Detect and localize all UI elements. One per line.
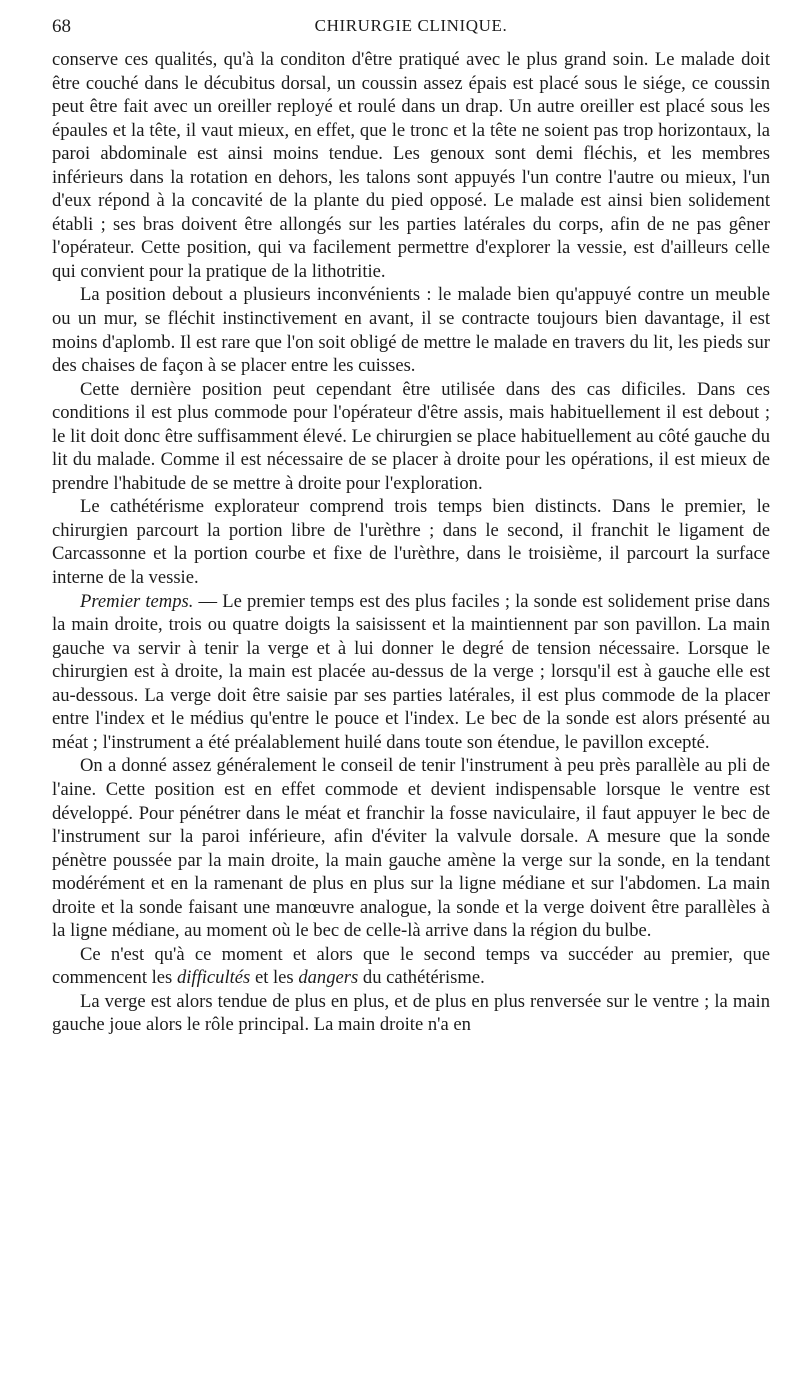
paragraph-verge-tendue: La verge est alors tendue de plus en plus, et de plus en plus renversée sur le ventre ; la main gauche joue alors le rôle principal. La main droite n'a en [52, 990, 770, 1036]
running-title: CHIRURGIE CLINIQUE. [314, 16, 508, 35]
paragraph-difficultes-start: Ce n'est qu'à ce moment et alors que le second temps va succéder au premier, que commencent les [52, 943, 770, 989]
paragraph-position-debout: La position debout a plusieurs inconvénients : le malade bien qu'appuyé contre un meuble ou un mur, se fléchit instinctivement en avant, il se contracte toujours bien davantage, il est moins d'aplomb. Il est rare que l'on soit obligé de mettre le malade en travers du lit, les pieds sur des chaises de façon à se placer entre les cuisses. [52, 284, 770, 377]
paragraph-premier-temps-body: — Le premier temps est des plus faciles ; la sonde est solidement prise dans la main droite, trois ou quatre doigts la saisissent et la maintiennent par son pavillon. La main gauche va servir à tenir la verge et à lui donner le degré de tension nécessaire. Lorsque le chirurgien est à droite, la main est placée au-dessus de la verge ; lorsqu'il est à gauche elle est au-dessous. La verge doit être saisie par ses parties latérales, il est plus commode de la placer entre l'index et le médius qu'entre le pouce et l'index. Le bec de la sonde est alors présenté au méat ; l'instrument a été préalablement huilé dans toute son étendue, le pavillon excepté. [52, 590, 770, 753]
page-header [52, 16, 770, 40]
paragraph-difficultes-middle: et les [250, 967, 299, 989]
paragraph-trois-temps: Le cathétérisme explorateur comprend trois temps bien distincts. Dans le premier, le chirurgien parcourt la portion libre de l'urèthre ; dans le second, il franchit le ligament de Carcassonne et la portion courbe et fixe de l'urèthre, dans le troisième, il parcourt la surface interne de la vessie. [52, 496, 770, 589]
emphasis-dangers: dangers [298, 967, 359, 989]
section-lead-premier-temps: Premier temps. [80, 590, 194, 612]
page-number: 68 [52, 16, 71, 37]
paragraph-position-couchee: conserve ces qualités, qu'à la conditon d'être pratiqué avec le plus grand soin. Le malade doit être couché dans le décubitus dorsal, un coussin assez épais est placé sous le siége, ce coussin peut être fait avec un oreiller reployé et roulé dans un drap. Un autre oreiller est placé sous les épaules et la tête, il vaut mieux, en effet, que le tronc et la tête ne soient pas trop horizontaux, la paroi abdominale est ainsi moins tendue. Les genoux sont demi fléchis, et les membres inférieurs dans la rotation en dehors, les talons sont appuyés l'un contre l'autre ou mieux, l'un d'eux répond à la concavité de la plante du pied opposé. Le malade est ainsi bien solidement établi ; ses bras doivent être allongés sur les parties latérales du corps, afin de ne pas gêner l'opérateur. Cette position, qui va facilement permettre d'explorer la vessie, est d'ailleurs celle qui convient pour la pratique de la lithotritie. [52, 49, 770, 282]
paragraph-difficultes [52, 943, 770, 990]
body-text [52, 48, 770, 1037]
emphasis-difficultes: difficultés [176, 967, 251, 989]
paragraph-conseil: On a donné assez généralement le conseil de tenir l'instrument à peu près parallèle au pli de l'aine. Cette position est en effet commode et devient indispensable lorsque le ventre est développé. Pour pénétrer dans le méat et franchir la fosse naviculaire, il faut appuyer le bec de l'instrument sur la paroi inférieure, afin d'éviter la valvule dorsale. A mesure que la sonde pénètre poussée par la main droite, la main gauche amène la verge sur la sonde, en la tendant modérément et en la ramenant de plus en plus sur la ligne médiane et sur l'abdomen. La main droite et la sonde faisant une manœuvre analogue, la sonde et la verge doivent être parallèles à la ligne médiane, au moment où le bec de celle-là arrive dans la région du bulbe. [52, 755, 770, 942]
paragraph-difficultes-end: du cathétérisme. [358, 967, 485, 989]
paragraph-premier-temps [52, 590, 770, 755]
paragraph-derniere-position: Cette dernière position peut cependant être utilisée dans des cas dificiles. Dans ces conditions il est plus commode pour l'opérateur d'être assis, mais habituellement il est debout ; le lit doit donc être suffisamment élevé. Le chirurgien se place habituellement au côté gauche du lit du malade. Comme il est nécessaire de se placer à droite pour les opérations, il est mieux de prendre l'habitude de se mettre à droite pour l'exploration. [52, 378, 770, 494]
